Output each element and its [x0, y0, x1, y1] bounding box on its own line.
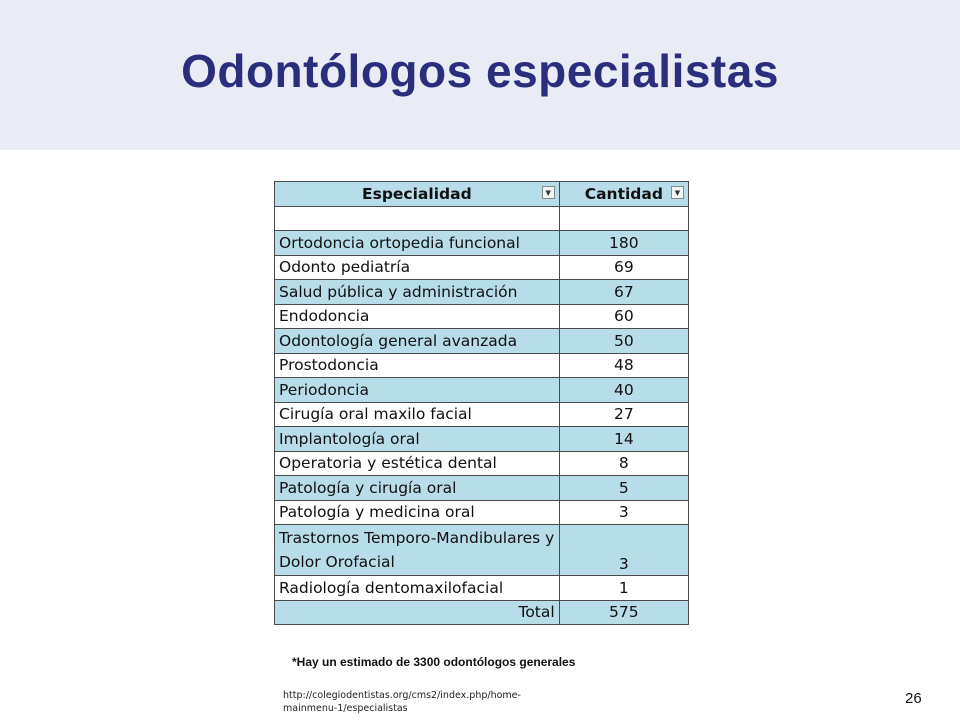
row-value: 3 [559, 500, 688, 525]
row-name: Trastornos Temporo-Mandibulares y Dolor Orofacial [275, 525, 560, 576]
table-row [275, 329, 689, 354]
row-name: Periodoncia [275, 378, 560, 403]
row-value: 67 [559, 280, 688, 305]
table-row [275, 353, 689, 378]
row-name: Implantología oral [275, 427, 560, 452]
table-row [275, 231, 689, 256]
row-name: Ortodoncia ortopedia funcional [275, 231, 560, 256]
table-row [275, 427, 689, 452]
table-row [275, 280, 689, 305]
table-row [275, 476, 689, 501]
table-row [275, 378, 689, 403]
row-name: Odonto pediatría [275, 255, 560, 280]
column-header-label: Especialidad [362, 184, 472, 203]
row-value: 3 [559, 525, 688, 576]
column-header-especialidad [275, 182, 560, 207]
row-value [559, 206, 688, 231]
row-value: 8 [559, 451, 688, 476]
table-row [275, 206, 689, 231]
table-row [275, 255, 689, 280]
table-row [275, 402, 689, 427]
row-value: 1 [559, 576, 688, 601]
row-name: Radiología dentomaxilofacial [275, 576, 560, 601]
slide-title: Odontólogos especialistas [181, 45, 779, 97]
row-name: Patología y medicina oral [275, 500, 560, 525]
row-value: 69 [559, 255, 688, 280]
row-value: 40 [559, 378, 688, 403]
row-value: 48 [559, 353, 688, 378]
table-row [275, 525, 689, 576]
column-header-cantidad [559, 182, 688, 207]
table-row [275, 451, 689, 476]
row-name: Cirugía oral maxilo facial [275, 402, 560, 427]
table-row [275, 576, 689, 601]
row-value: 180 [559, 231, 688, 256]
row-name [275, 206, 560, 231]
specialists-table [274, 181, 689, 625]
filter-dropdown-icon[interactable]: ▼ [542, 186, 555, 199]
row-name: Odontología general avanzada [275, 329, 560, 354]
row-name: Patología y cirugía oral [275, 476, 560, 501]
filter-dropdown-icon[interactable]: ▼ [671, 186, 684, 199]
row-name: Endodoncia [275, 304, 560, 329]
total-value: 575 [559, 600, 688, 625]
row-value: 50 [559, 329, 688, 354]
source-url: http://colegiodentistas.org/cms2/index.php/home-mainmenu-1/especialistas [283, 690, 521, 714]
table-row [275, 500, 689, 525]
footnote: *Hay un estimado de 3300 odontólogos generales [292, 655, 576, 669]
row-name: Operatoria y estética dental [275, 451, 560, 476]
column-header-label: Cantidad [584, 184, 663, 203]
row-value: 14 [559, 427, 688, 452]
table-total-row [275, 600, 689, 625]
row-value: 5 [559, 476, 688, 501]
page-number: 26 [905, 690, 922, 707]
total-label: Total [275, 600, 560, 625]
row-name: Prostodoncia [275, 353, 560, 378]
table-row [275, 304, 689, 329]
table-header-row [275, 182, 689, 207]
row-value: 27 [559, 402, 688, 427]
row-value: 60 [559, 304, 688, 329]
row-name: Salud pública y administración [275, 280, 560, 305]
